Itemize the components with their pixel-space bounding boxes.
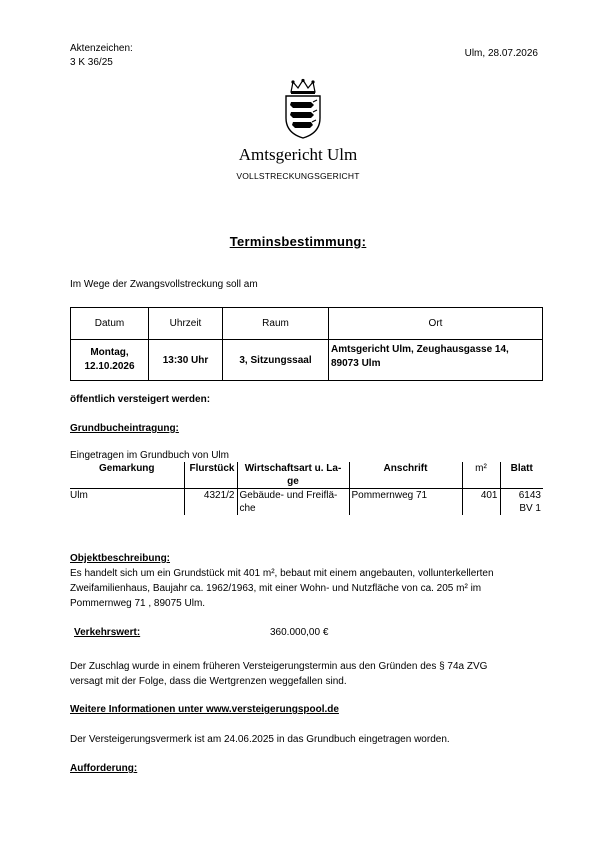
land-register-heading: Grundbucheintragung:: [70, 423, 179, 434]
appointment-row: [71, 340, 543, 381]
anschrift-cell: Pommernweg 71: [349, 489, 462, 516]
reference-block: [70, 42, 133, 70]
intro-text: Im Wege der Zwangsvollstreckung soll am: [70, 279, 258, 290]
date-line: Montag,: [90, 347, 129, 358]
reference-label: Aktenzeichen:: [70, 43, 133, 54]
appointment-room: 3, Sitzungssaal: [223, 340, 329, 381]
cell-line: BV 1: [519, 503, 541, 514]
header-cell: Datum: [71, 308, 149, 340]
header-cell: Gemarkung: [70, 462, 184, 489]
place-line: Amtsgericht Ulm, Zeughausgasse 14,: [331, 344, 509, 355]
appointment-time: 13:30 Uhr: [149, 340, 223, 381]
text-line: versagt mit der Folge, dass die Wertgrenzen weggefallen sind.: [70, 676, 347, 687]
more-info-link[interactable]: Weitere Informationen unter www.versteigerungspool.de: [70, 704, 339, 715]
appointment-date: [71, 340, 149, 381]
appointment-table: [70, 307, 543, 381]
area-cell: 401: [462, 489, 500, 516]
court-name: Amtsgericht Ulm: [238, 145, 358, 164]
court-department: VOLLSTRECKUNGSGERICHT: [236, 171, 360, 181]
previous-auction-text: [70, 659, 550, 689]
header-cell: Raum: [223, 308, 329, 340]
coat-of-arms-icon: [281, 78, 325, 140]
reference-value: 3 K 36/25: [70, 57, 113, 68]
market-value: 360.000,00 €: [270, 627, 329, 638]
wirtschaftsart-cell: [237, 489, 349, 516]
object-heading: Objektbeschreibung:: [70, 553, 171, 564]
gemarkung-cell: Ulm: [70, 490, 88, 501]
request-heading: Aufforderung:: [70, 763, 138, 774]
document-title: Terminsbestimmung:: [229, 234, 367, 249]
header-cell: Anschrift: [349, 462, 462, 489]
flurstueck-cell: 4321/2: [184, 489, 237, 516]
land-register-header-row: [70, 462, 543, 489]
land-register-table: [70, 462, 543, 515]
header-cell: [237, 462, 349, 489]
header-cell: m²: [462, 462, 500, 489]
land-register-intro: Eingetragen im Grundbuch von Ulm: [70, 450, 229, 461]
header-cell: Ort: [329, 308, 543, 340]
market-value-label: Verkehrswert:: [74, 627, 141, 638]
place-date: Ulm, 28.07.2026: [464, 48, 538, 59]
blatt-cell: [500, 489, 543, 516]
header-cell: Flurstück: [184, 462, 237, 489]
header-line: Wirtschaftsart u. La-: [244, 463, 342, 474]
cell-line: Gebäude- und Freiflä-: [239, 490, 338, 501]
land-register-row: [70, 489, 543, 516]
text-line: Zweifamilienhaus, Baujahr ca. 1962/1963, mit einer Wohn- und Nutzfläche von ca. 205 m² im: [70, 583, 482, 594]
header-line: ge: [287, 476, 299, 487]
header-cell: Blatt: [500, 462, 543, 489]
cell-line: 6143: [518, 490, 541, 501]
date-line: 12.10.2026: [84, 361, 135, 372]
text-line: Der Zuschlag wurde in einem früheren Versteigerungstermin aus den Gründen des § 74a ZVG: [70, 661, 488, 672]
appointment-header-row: [71, 308, 543, 340]
text-line: Pommernweg 71 , 89075 Ulm.: [70, 598, 206, 609]
appointment-place: [329, 340, 543, 381]
text-line: Es handelt sich um ein Grundstück mit 401 m², bebaut mit einem angebauten, vollunterkellerten: [70, 568, 494, 579]
auction-statement: öffentlich versteigert werden:: [70, 394, 211, 405]
registration-note: Der Versteigerungsvermerk ist am 24.06.2025 in das Grundbuch eingetragen worden.: [70, 734, 450, 745]
header-cell: Uhrzeit: [149, 308, 223, 340]
cell-line: che: [239, 503, 256, 514]
object-description: [70, 566, 550, 611]
place-line: 89073 Ulm: [331, 358, 381, 369]
